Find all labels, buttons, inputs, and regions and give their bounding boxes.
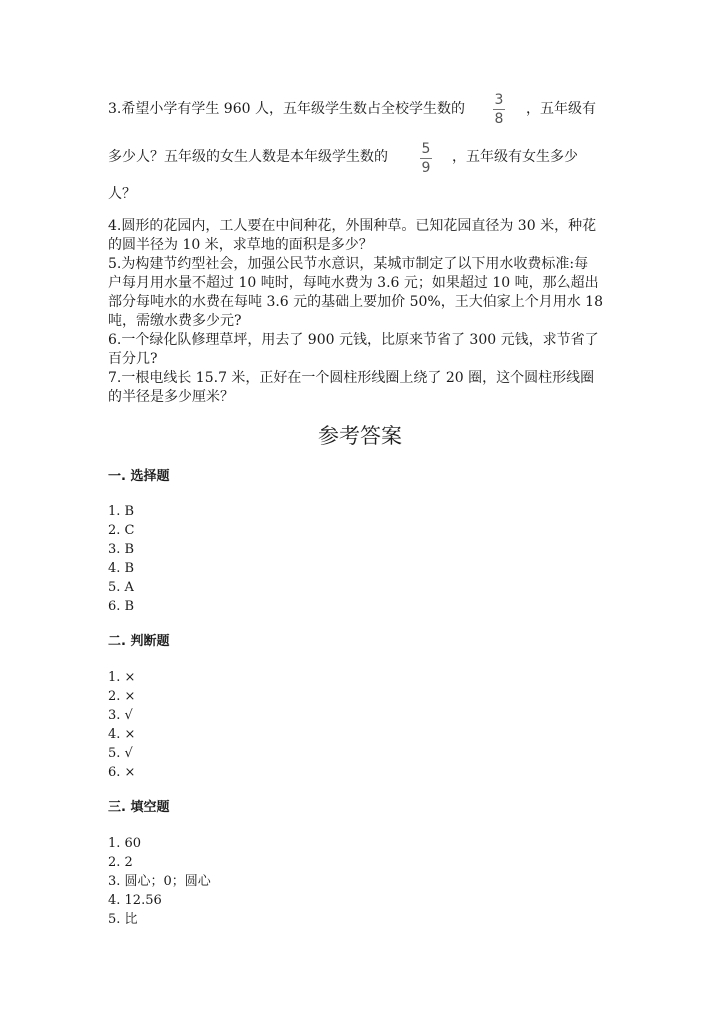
answer-item: 3. √ [108, 708, 133, 723]
q5-line4: 吨，需缴水费多少元? [108, 313, 242, 329]
answer-item: 6. × [108, 765, 136, 780]
section-answers-fill-blank [108, 834, 211, 929]
answer-item: 6. B [108, 599, 135, 614]
section-heading-judgement: 二. 判断题 [108, 634, 170, 649]
q3-line3: 人？ [108, 186, 136, 202]
answer-item: 2. × [108, 689, 136, 704]
answer-key-title: 参考答案 [318, 424, 402, 448]
q5-line1: 5.为构建节约型社会，加强公民节水意识，某城市制定了以下用水收费标准:每 [108, 256, 589, 272]
section-answers-judgement [108, 668, 135, 782]
fraction-3-8 [491, 93, 507, 127]
answer-item: 3. B [108, 542, 135, 557]
answer-item: 1. × [108, 670, 136, 685]
answer-item: 3. 圆心；0；圆心 [108, 874, 211, 889]
section-heading-fill-blank: 三. 填空题 [108, 800, 170, 815]
fraction-bar [420, 158, 432, 159]
answer-item: 2. C [108, 523, 135, 538]
fraction-5-9 [418, 142, 434, 176]
answer-item: 4. × [108, 727, 136, 742]
fraction-numerator: 5 [421, 141, 431, 157]
fraction-denominator: 9 [421, 160, 431, 176]
q6-line2: 百分几? [108, 351, 158, 367]
answer-item: 4. 12.56 [108, 893, 162, 908]
q7-line1: 7.一根电线长 15.7 米，正好在一个圆柱形线圈上绕了 20 圈，这个圆柱形线圈 [108, 370, 595, 386]
q3-line2-part4: ，五年级有女生多少 [452, 149, 578, 165]
q6-line1: 6.一个绿化队修理草坪，用去了 900 元钱，比原来节省了 300 元钱，求节省了 [108, 332, 599, 348]
fraction-bar [493, 109, 505, 110]
fraction-numerator: 3 [494, 92, 504, 108]
answer-item: 5. A [108, 580, 134, 595]
section-answers-choice [108, 502, 134, 616]
q3-line1-part2: ，五年级有 [526, 101, 596, 117]
q4-line2: 的圆半径为 10 米，求草地的面积是多少？ [108, 237, 373, 253]
q5-line3: 部分每吨水的水费在每吨 3.6 元的基础上要加价 50%，王大伯家上个月用水 18 [108, 294, 603, 310]
answer-item: 4. B [108, 561, 135, 576]
answer-item: 2. 2 [108, 855, 133, 870]
answer-item: 5. √ [108, 746, 133, 761]
section-heading-choice: 一. 选择题 [108, 469, 170, 484]
q5-line2: 户每月用水量不超过 10 吨时，每吨水费为 3.6 元；如果超过 10 吨，那么超出 [108, 275, 599, 291]
q7-line2: 的半径是多少厘米？ [108, 389, 234, 405]
answer-item: 1. 60 [108, 836, 142, 851]
fraction-denominator: 8 [494, 111, 504, 127]
q3-line1-part1: 3.希望小学有学生 960 人，五年级学生数占全校学生数的 [108, 101, 465, 117]
answer-item: 5. 比 [108, 912, 138, 927]
answer-item: 1. B [108, 504, 135, 519]
q3-line2-part3: 多少人？五年级的女生人数是本年级学生数的 [108, 149, 388, 165]
q4-line1: 4.圆形的花园内，工人要在中间种花，外围种草。已知花园直径为 30 米，种花 [108, 218, 597, 234]
